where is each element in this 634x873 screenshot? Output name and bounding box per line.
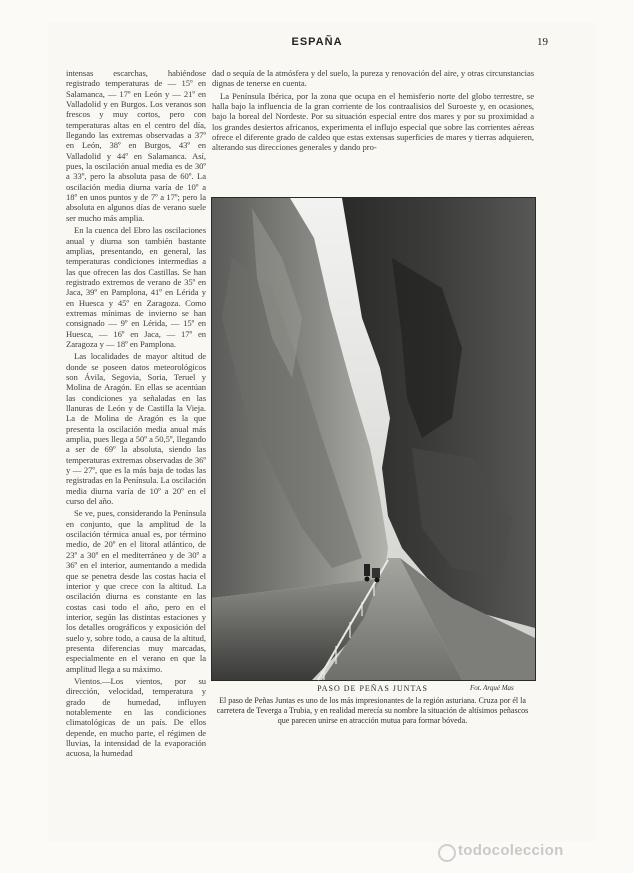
watermark-logo-icon	[438, 844, 456, 862]
running-title: ESPAÑA	[291, 36, 343, 48]
left-column	[66, 68, 206, 759]
page-number: 19	[537, 36, 548, 48]
right-column-top	[212, 68, 534, 194]
gorge-photo	[211, 197, 536, 681]
right-paragraph-1: dad o sequía de la atmósfera y del suelo, la pureza y renovación del aire, y otras circunstancias dignas de tenerse en cuenta.	[212, 68, 534, 89]
photo-caption-title: PASO DE PEÑAS JUNTAS	[317, 684, 428, 693]
watermark: todocoleccion	[458, 842, 564, 859]
left-paragraph-1: intensas escarchas, habiéndose registrado temperaturas de — 15º en Salamanca, — 17º en León y — 21º en Valladolid y en Burgos. Los veranos son frescos y muy cortos, pero con temperaturas altas en el centro del día, llegando las extremas observadas a 37º en León, 38º en Burgos, 43º en Valladolid y 44º en Salamanca. Así, pues, la oscilación anual media es de 30º a 33º, pero la absoluta pasa de 60º. La oscilación media diurna varía de 10º a 18º en unos puntos y de 7º a 17º; pero la absoluta en algunos días de verano suele ser mucho más amplia.	[66, 68, 206, 223]
gorge-photo-illustration	[212, 198, 535, 680]
left-paragraph-4: Se ve, pues, considerando la Península en conjunto, que la amplitud de la oscilación térmica anual es, por término medio, de 20º en el litoral atlántico, de 23º a 30º en el mediterráneo y de 30º a 36º en el interior, aumentando a medida que se penetra desde las costas hacia el interior y que crece con la altitud. La oscilación diurna es constante en las costas casi todo el año, pero en el interior, según las distintas estaciones y los detalles orográficos y exposición del suelo y, sobre todo, a causa de la altitud, presenta diferencias muy marcadas, especialmente en el verano en que la amplitud llega a su máximo.	[66, 508, 206, 674]
left-paragraph-5: Vientos.—Los vientos, por su dirección, velocidad, temperatura y grado de humedad, influyen notablemente en las condiciones climatológicas de un país. De ellos depende, en mucho parte, el régimen de lluvias, la intensidad de la evaporación acuosa, la humedad	[66, 675, 206, 759]
photo-credit: Fot. Arqué Mas	[470, 684, 514, 692]
photo-caption: El paso de Peñas Juntas es uno de los más impresionantes de la región asturiana. Cruza por él la carretera de Teverga a Trubia, y en realidad merecía su nombre la situación de altísimos peñascos que parecen unirse en atracción mutua para formar bóveda.	[216, 696, 529, 725]
left-paragraph-3: Las localidades de mayor altitud de donde se poseen datos meteorológicos son Ávila, Segovia, Soria, Teruel y Molina de Aragón. En ellas se acentúan las condiciones ya señaladas en las llanuras de León y de Castilla la Vieja. La de Molina de Aragón es la que presenta la oscilación media anual más amplia, pues llega a 50º a 50,5º, llegando a ser de 69º la absoluta, siendo las temperaturas extremas observadas de 36º y — 27º, que es la más baja de todas las registradas en la Península. La oscilación media diurna varía de 10º a 20º en el curso del año.	[66, 351, 206, 507]
left-paragraph-2: En la cuenca del Ebro las oscilaciones anual y diurna son también bastante amplias, presentando, en general, las temperaturas condiciones intermedias a las que ofrecen las dos Castillas. Se han registrado extremos de verano de 35º en Jaca, 39º en Pamplona, 41º en Lérida y en Huesca y 45º en Zaragoza. Como extremas mínimas de invierno se han consignado — 9º en Lérida, — 15º en Huesca, — 16º en Jaca, — 17º en Zaragoza y — 18º en Pamplona.	[66, 225, 206, 349]
right-paragraph-2: La Península Ibérica, por la zona que ocupa en el hemisferio norte del globo terrestre, se halla bajo la influencia de la gran corriente de los contraalisios del Suroeste y, en ocasiones, bajo la boreal del Nordeste. Por su situación especial entre dos mares y por su proximidad a los grandes desiertos africanos, experimenta el influjo especial que sobre las corrientes aéreas ofrece el diferente grado de caldeo que estas extensas superficies de mares y tierras adquieren, alterando sus direcciones generales y dando pro-	[212, 90, 534, 153]
